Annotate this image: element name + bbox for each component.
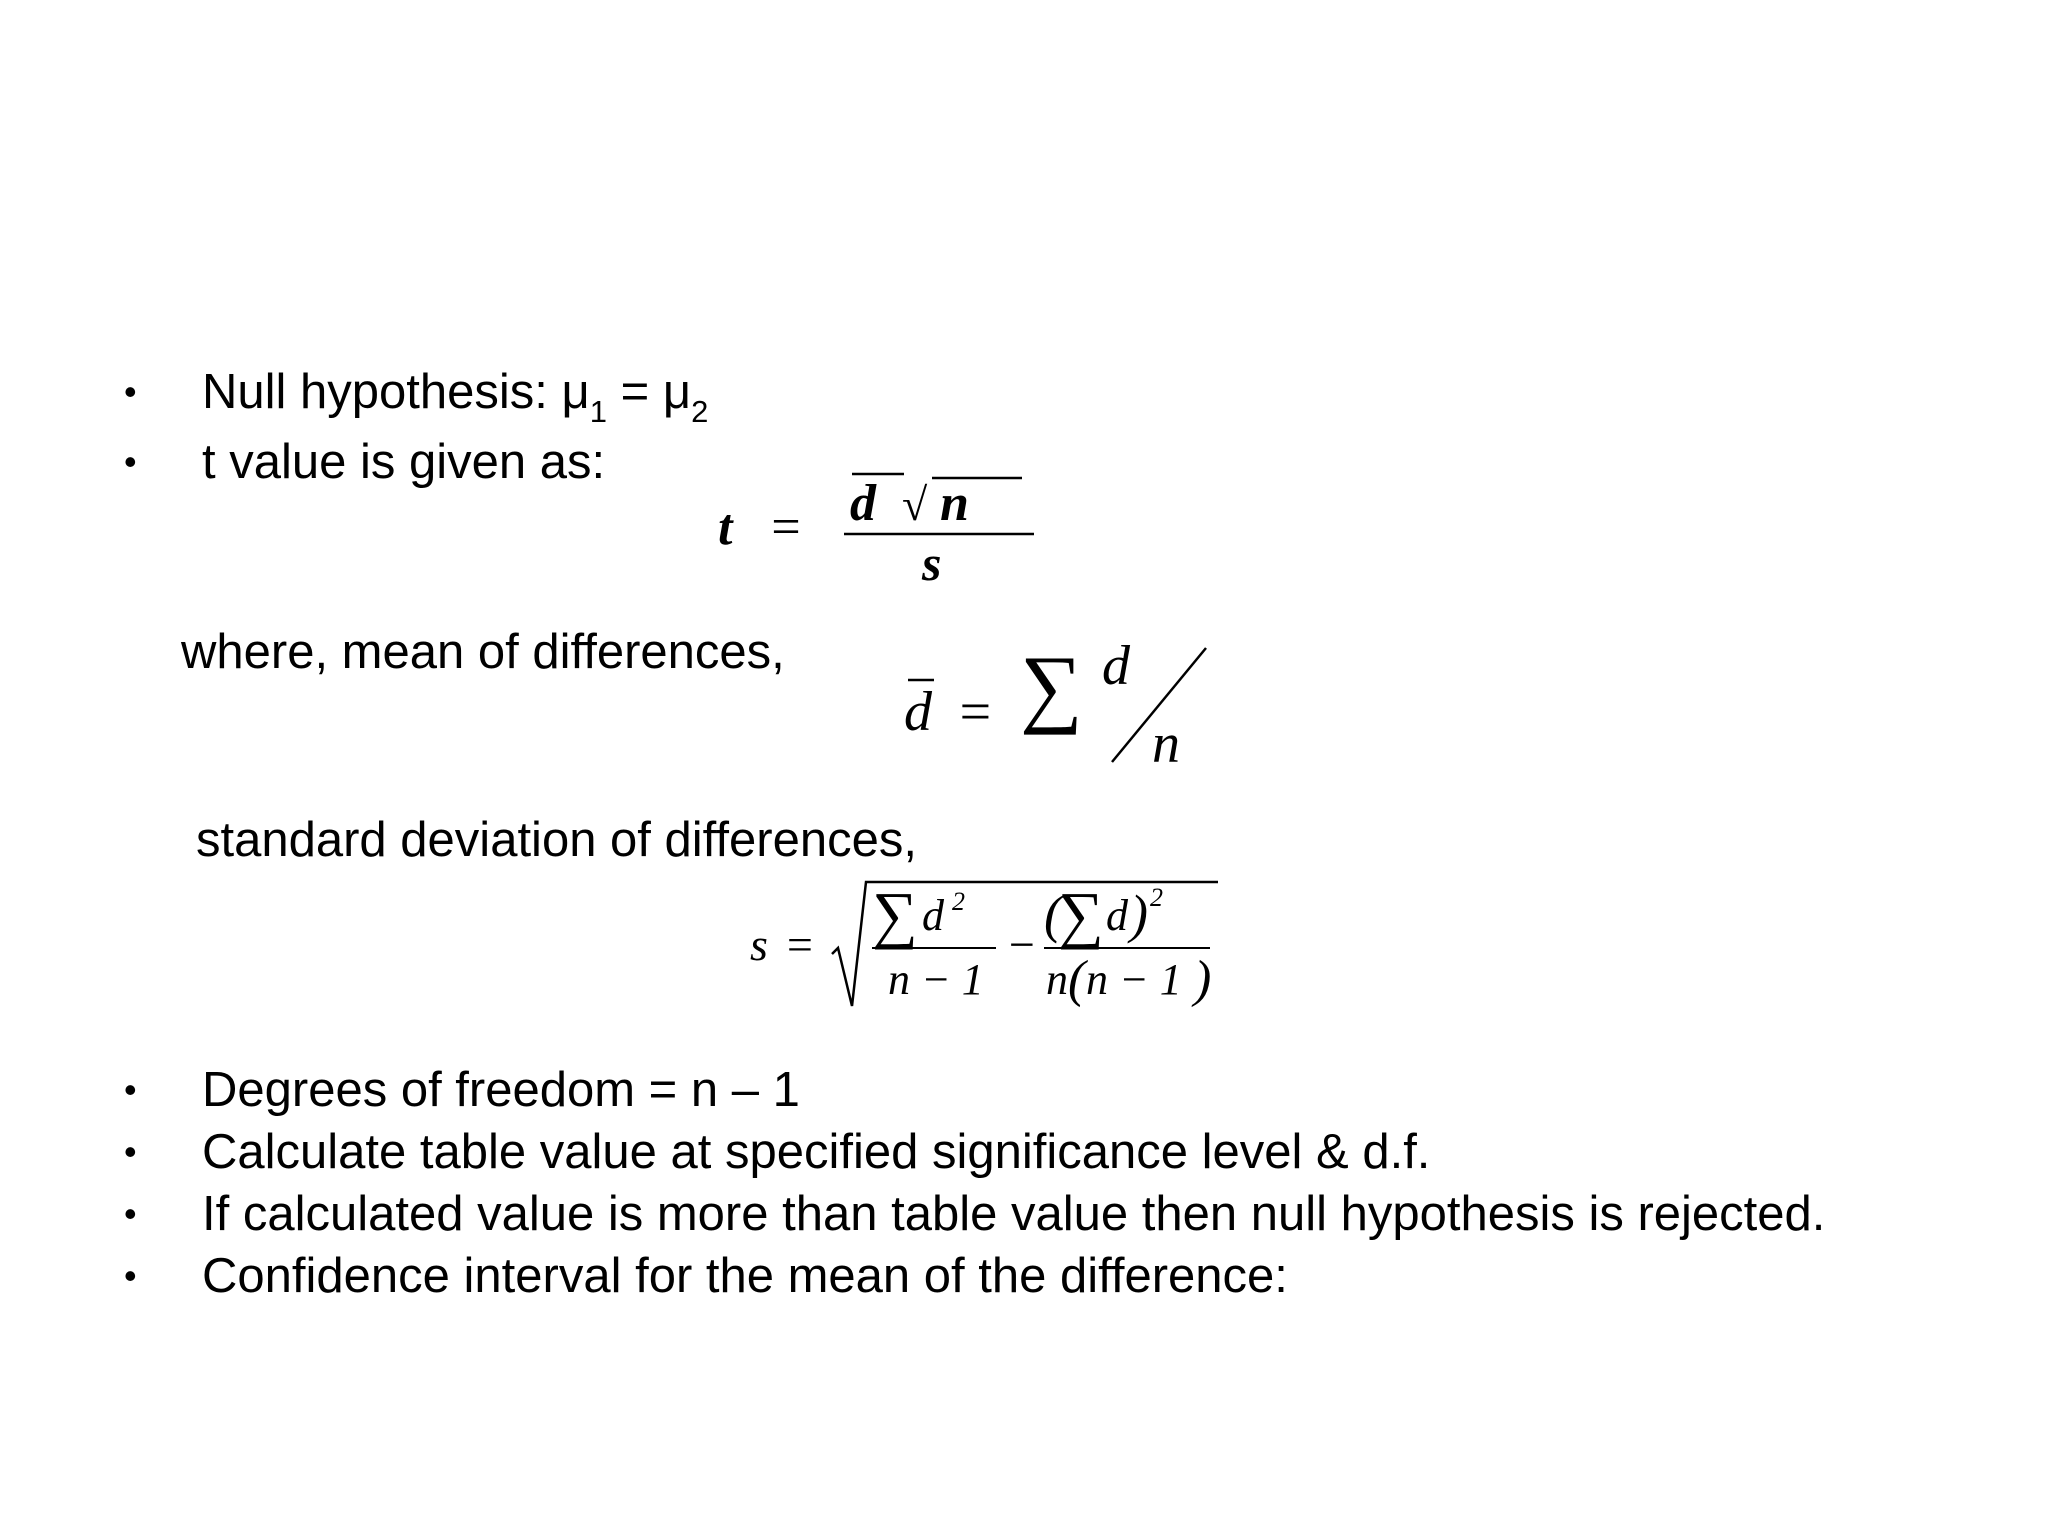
bullet-marker: • xyxy=(124,371,137,412)
t-value-text: t value is given as: xyxy=(202,435,606,489)
s-formula-den2-n: n xyxy=(1046,955,1068,1004)
bullet-marker: • xyxy=(124,1255,137,1296)
t-formula-root: √ xyxy=(902,479,928,530)
confidence-interval-text: Confidence interval for the mean of the difference: xyxy=(202,1249,1288,1303)
std-dev-text: standard deviation of differences, xyxy=(196,813,917,867)
s-formula-square: 2 xyxy=(1150,883,1163,912)
mu2-subscript: 2 xyxy=(691,394,709,429)
t-formula-lhs: t xyxy=(718,499,733,556)
t-formula-den: s xyxy=(922,535,942,591)
bullet-marker: • xyxy=(124,1131,137,1172)
bullet-marker: • xyxy=(124,441,137,482)
s-formula-d: d xyxy=(922,891,944,940)
s-formula-square: 2 xyxy=(952,887,965,916)
s-formula-lhs: s xyxy=(750,919,768,970)
s-formula-rparen: ) xyxy=(1130,884,1148,944)
t-formula xyxy=(700,462,1060,592)
s-formula-lparen: ( xyxy=(1044,884,1062,944)
mu1-subscript: 1 xyxy=(589,394,607,429)
s-formula xyxy=(740,866,1230,1026)
bullet-marker: • xyxy=(124,1193,137,1234)
s-formula-lparen: ( xyxy=(1068,951,1086,1008)
t-formula-num-d: d xyxy=(850,475,876,532)
s-formula-minus: − xyxy=(1006,919,1038,970)
dbar-formula xyxy=(890,630,1230,780)
dbar-formula-num: d xyxy=(1102,635,1130,697)
bullet-marker: • xyxy=(124,1069,137,1110)
t-formula-num-n: n xyxy=(940,475,969,532)
sigma-symbol: ∑ xyxy=(872,879,918,950)
s-formula-d: d xyxy=(1106,891,1128,940)
where-mean-text: where, mean of differences, xyxy=(181,625,785,679)
s-formula-den1: n − 1 xyxy=(888,955,984,1004)
null-hypothesis-text xyxy=(202,362,708,428)
table-value-text: Calculate table value at specified significance level & d.f. xyxy=(202,1125,1431,1179)
sigma-symbol: ∑ xyxy=(1020,639,1083,736)
dbar-formula-eq: = xyxy=(956,681,994,743)
rejection-rule-text: If calculated value is more than table value then null hypothesis is rejected. xyxy=(202,1187,1826,1241)
s-formula-eq: = xyxy=(784,919,816,970)
t-formula-eq: = xyxy=(768,499,804,556)
s-formula-den2-inner: n − 1 xyxy=(1086,955,1182,1004)
sigma-symbol: ∑ xyxy=(1058,879,1104,950)
degrees-of-freedom-text: Degrees of freedom = n – 1 xyxy=(202,1063,800,1117)
dbar-formula-den: n xyxy=(1152,713,1180,775)
dbar-formula-lhs: d xyxy=(904,681,932,743)
null-hypothesis-prefix: Null hypothesis: μ xyxy=(202,365,590,419)
s-formula-rparen: ) xyxy=(1194,951,1212,1008)
null-hypothesis-middle: = μ xyxy=(607,365,692,419)
